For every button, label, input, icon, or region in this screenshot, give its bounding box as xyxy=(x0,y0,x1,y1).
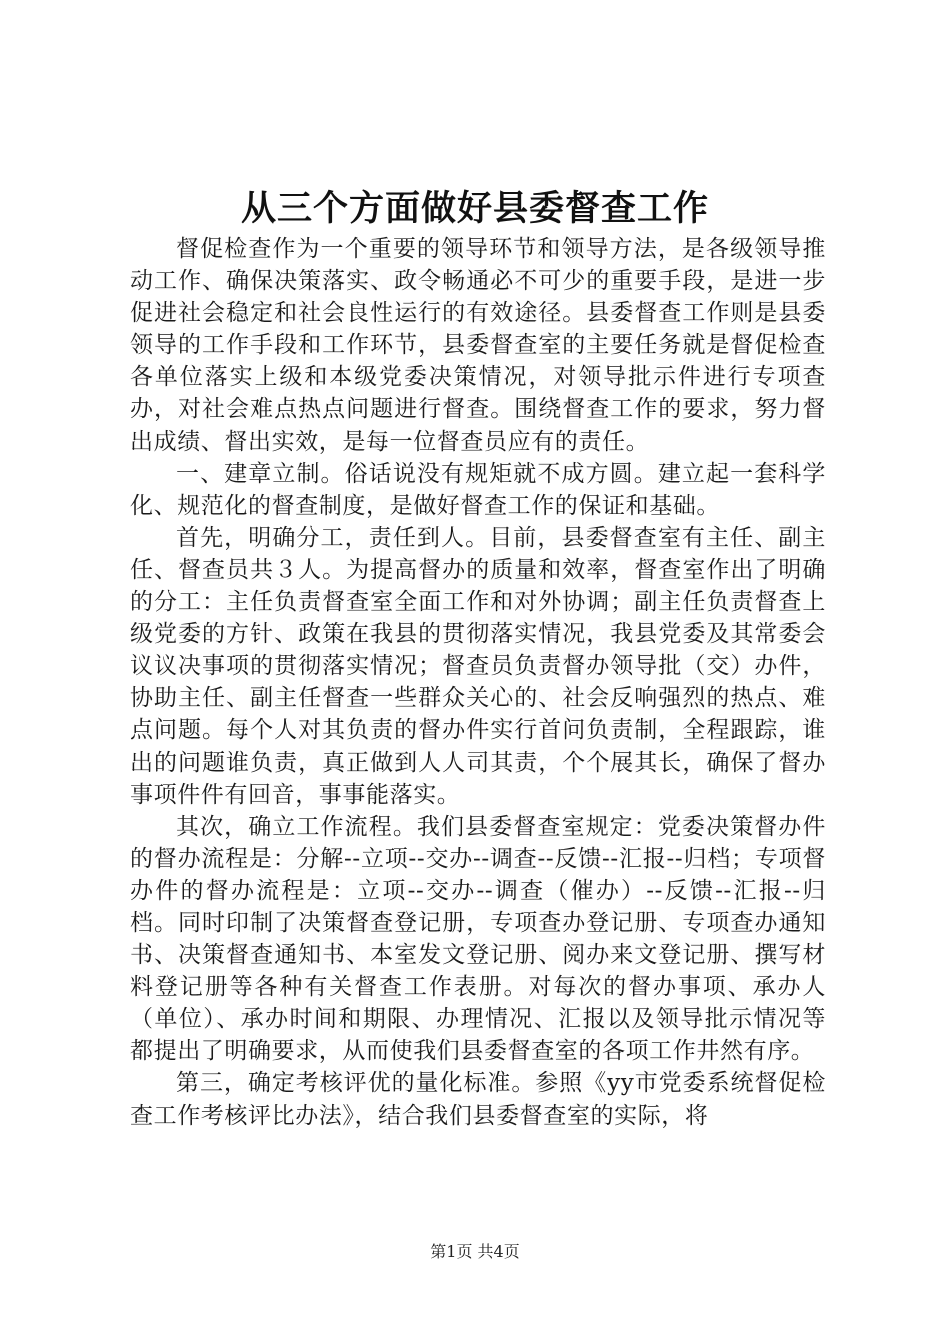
page-number-footer: 第1页 共4页 xyxy=(430,1242,520,1261)
body-paragraph: 其次，确立工作流程。我们县委督查室规定：党委决策督办件的督办流程是：分解--立项--交办--调查--反馈--汇报--归档；专项督办件的督办流程是：立项--交办--调查（催办）--反馈--汇报--归档。同时印制了决策督查登记册，专项查办登记册、专项查办通知书、决策督查通知书、本室发文登记册、阅办来文登记册、撰写材料登记册等各种有关督查工作表册。对每次的督办事项、承办人（单位）、承办时间和期限、办理情况、汇报以及领导批示情况等都提出了明确要求，从而使我们县委督查室的各项工作井然有序。 xyxy=(130,813,826,1065)
body-paragraph: 首先，明确分工，责任到人。目前，县委督查室有主任、副主任、督查员共３人。为提高督办的质量和效率，督查室作出了明确的分工：主任负责督查室全面工作和对外协调；副主任负责督查上级党委的方针、政策在我县的贯彻落实情况，我县党委及其常委会议议决事项的贯彻落实情况；督查员负责督办领导批（交）办件，协助主任、副主任督查一些群众关心的、社会反响强烈的热点、难点问题。每个人对其负责的督办件实行首问负责制，全程跟踪，谁出的问题谁负责，真正做到人人司其责，个个展其长，确保了督办事项件件有回音，事事能落实。 xyxy=(130,524,826,808)
document-body xyxy=(130,233,826,1132)
body-paragraph: 一、建章立制。俗话说没有规矩就不成方圆。建立起一套科学化、规范化的督查制度，是做好督查工作的保证和基础。 xyxy=(130,460,826,519)
document-title: 从三个方面做好县委督查工作 xyxy=(240,188,709,229)
body-paragraph: 督促检查作为一个重要的领导环节和领导方法，是各级领导推动工作、确保决策落实、政令畅通必不可少的重要手段，是进一步促进社会稳定和社会良性运行的有效途径。县委督查工作则是县委领导的工作手段和工作环节，县委督查室的主要任务就是督促检查各单位落实上级和本级党委决策情况，对领导批示件进行专项查办，对社会难点热点问题进行督查。围绕督查工作的要求，努力督出成绩、督出实效，是每一位督查员应有的责任。 xyxy=(130,236,826,455)
body-paragraph: 第三，确定考核评优的量化标准。参照《yy市党委系统督促检查工作考核评比办法》，结合我们县委督查室的实际，将 xyxy=(130,1070,826,1129)
